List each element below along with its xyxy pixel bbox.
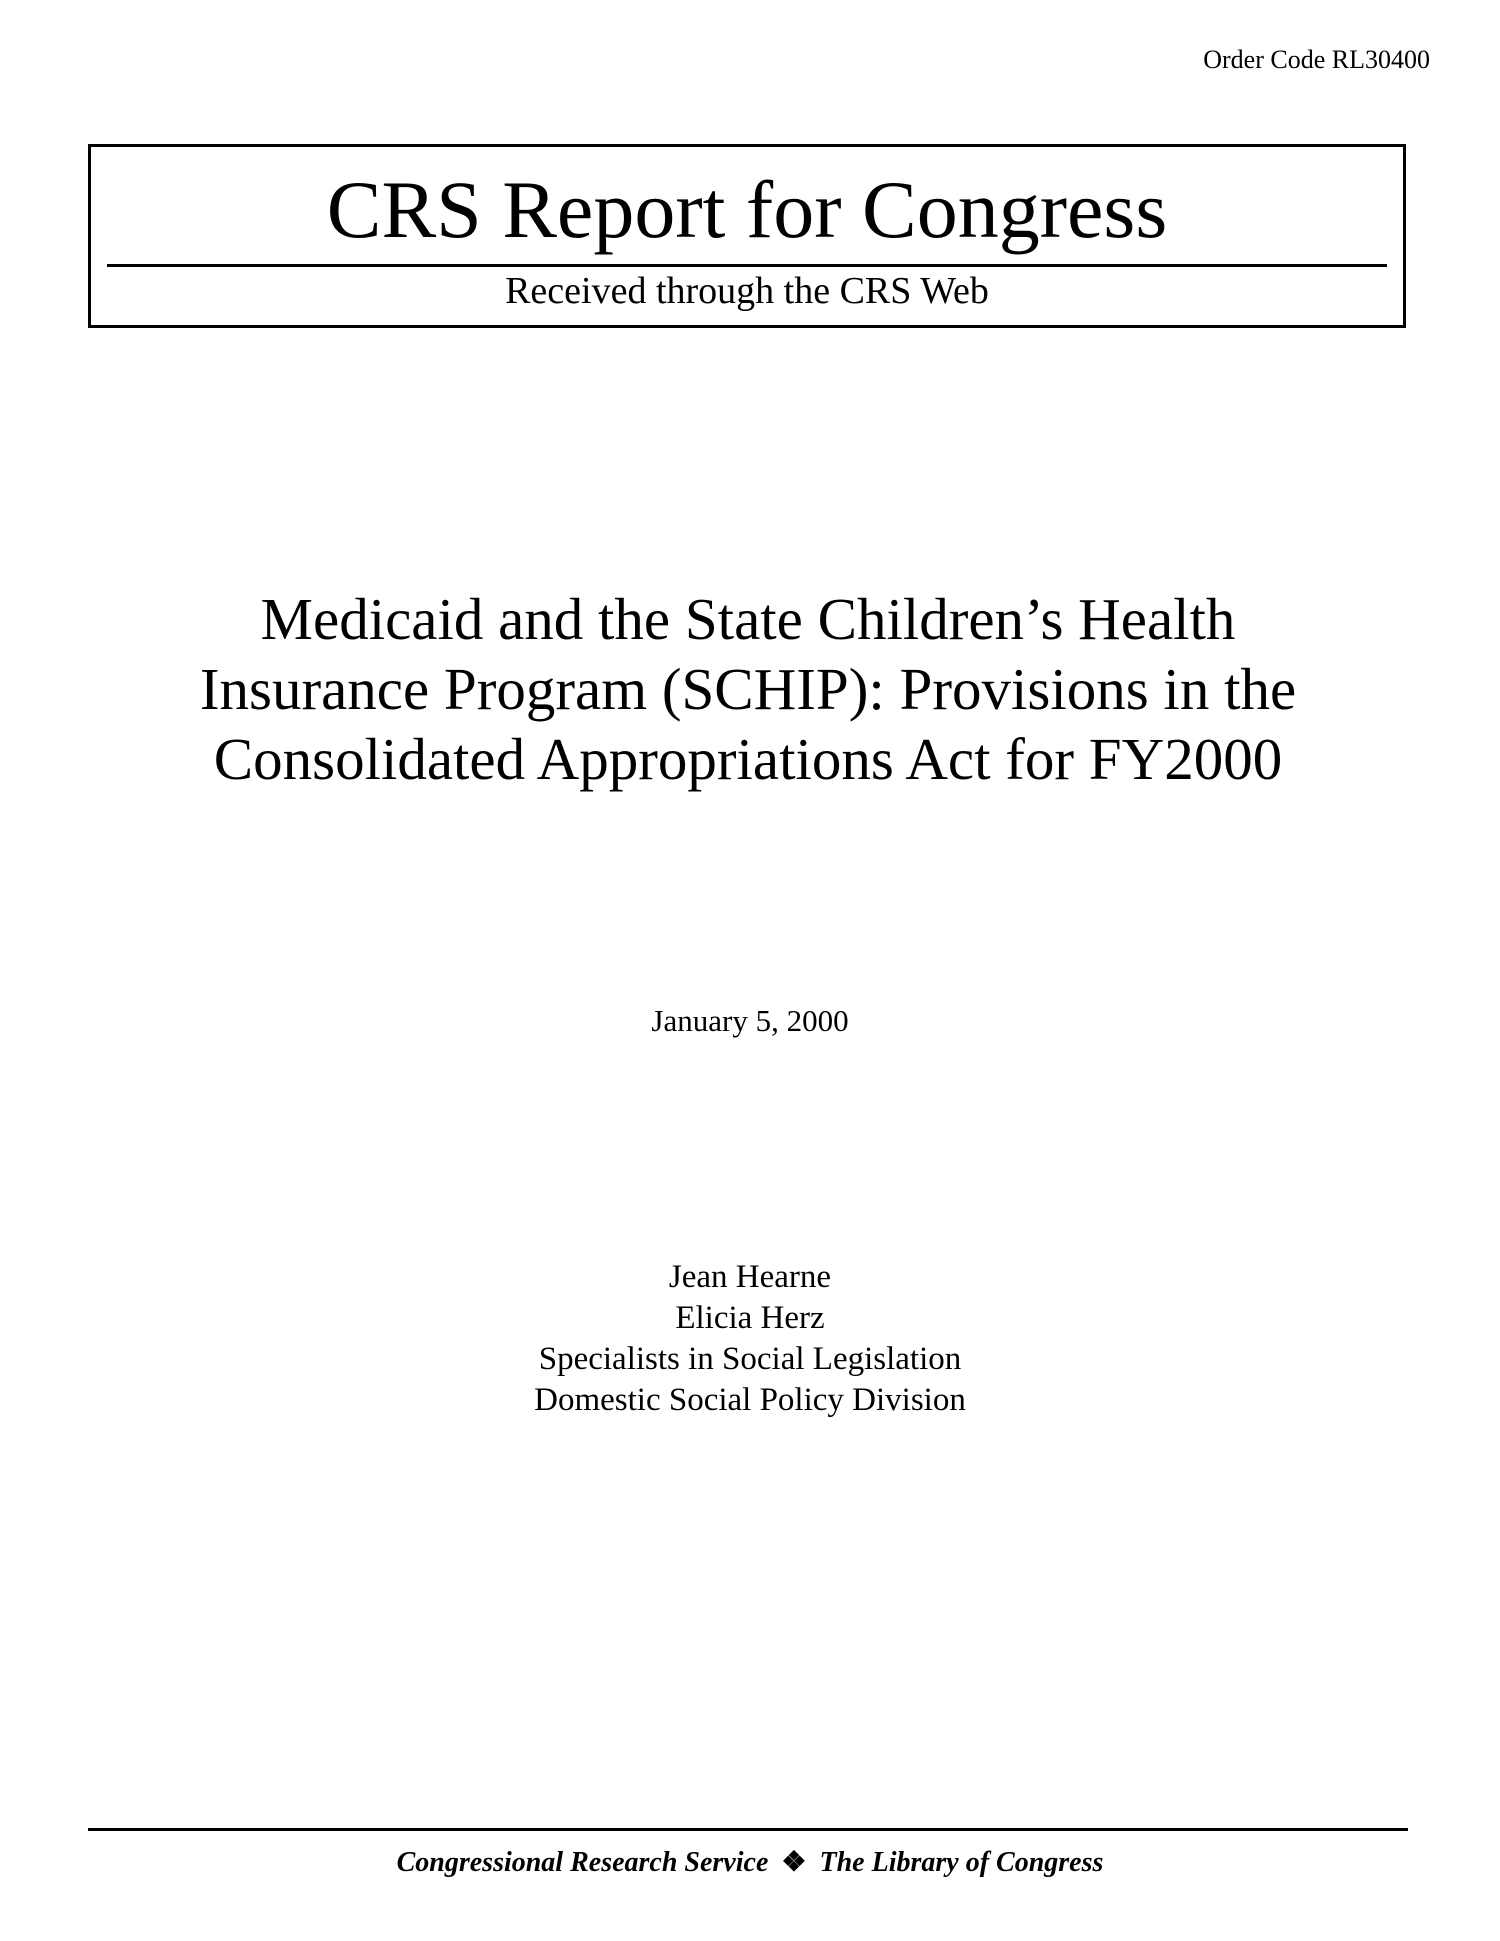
footer-library: The Library of Congress [819,1847,1104,1878]
footer [0,1845,1500,1879]
header-subtitle: Received through the CRS Web [505,270,989,312]
report-title-line: Medicaid and the State Children’s Health [260,586,1236,652]
report-date: January 5, 2000 [651,1003,849,1038]
author-role: Specialists in Social Legislation [538,1341,962,1377]
order-code: Order Code RL30400 [1203,45,1430,74]
author-division: Domestic Social Policy Division [534,1382,966,1418]
report-title-line: Consolidated Appropriations Act for FY2000 [213,726,1283,792]
report-title-line: Insurance Program (SCHIP): Provisions in the [199,656,1297,722]
author-name: Elicia Herz [675,1300,825,1336]
author-name: Jean Hearne [668,1259,832,1295]
footer-org: Congressional Research Service [396,1847,769,1878]
header-title: CRS Report for Congress [326,164,1168,255]
report-header-box [88,144,1406,328]
header-divider [107,264,1387,267]
report-title [100,584,1396,794]
diamond-ornament-icon: ❖ [781,1847,807,1878]
author-block [0,1257,1500,1421]
footer-divider [88,1828,1408,1831]
